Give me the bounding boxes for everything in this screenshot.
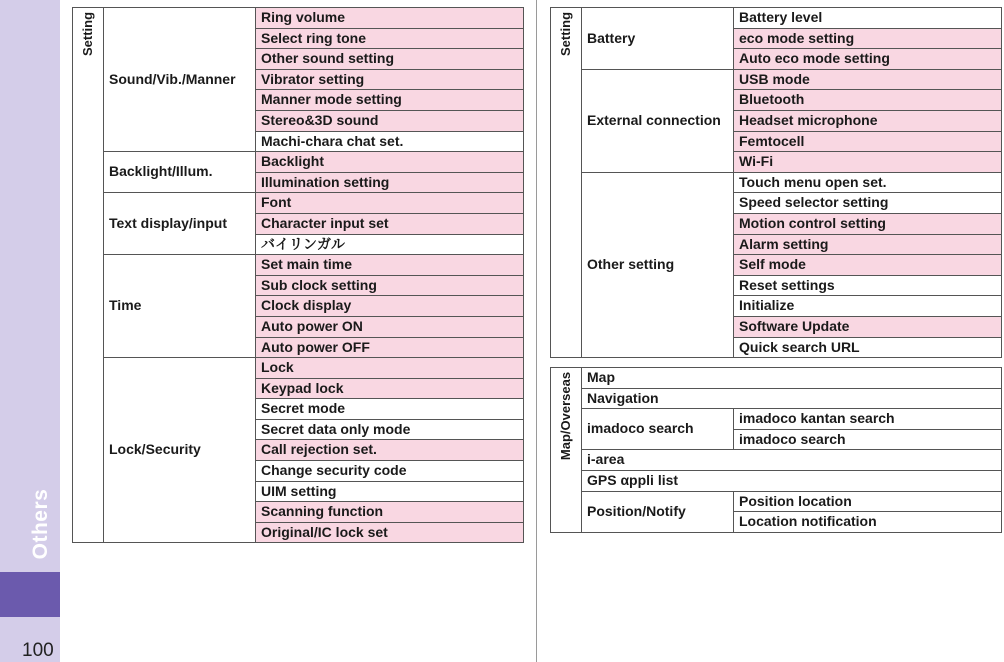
menu-item[interactable]: Set main time bbox=[256, 255, 524, 276]
menu-item[interactable]: Change security code bbox=[256, 461, 524, 482]
menu-item[interactable]: Auto power ON bbox=[256, 316, 524, 337]
menu-item[interactable]: Vibrator setting bbox=[256, 69, 524, 90]
menu-item[interactable]: Secret mode bbox=[256, 399, 524, 420]
table-row bbox=[551, 470, 1002, 491]
table-row bbox=[551, 172, 1002, 193]
side-category-cell bbox=[73, 8, 104, 543]
menu-item[interactable]: Motion control setting bbox=[734, 213, 1002, 234]
table-row bbox=[551, 388, 1002, 409]
menu-item[interactable]: Auto eco mode setting bbox=[734, 49, 1002, 70]
table-row bbox=[73, 152, 524, 173]
menu-item[interactable]: Software Update bbox=[734, 316, 1002, 337]
menu-item[interactable]: Bluetooth bbox=[734, 90, 1002, 111]
menu-item[interactable]: USB mode bbox=[734, 69, 1002, 90]
side-category-label: Setting bbox=[80, 11, 96, 57]
menu-item[interactable]: Keypad lock bbox=[256, 378, 524, 399]
group-name: External connection bbox=[582, 69, 734, 172]
menu-item[interactable]: Lock bbox=[256, 358, 524, 379]
menu-item[interactable]: Map bbox=[582, 368, 1002, 389]
menu-item[interactable]: Navigation bbox=[582, 388, 1002, 409]
table-row bbox=[73, 255, 524, 276]
menu-item[interactable]: Position location bbox=[734, 491, 1002, 512]
menu-item[interactable]: Sub clock setting bbox=[256, 275, 524, 296]
side-category-cell bbox=[551, 368, 582, 533]
menu-item[interactable]: UIM setting bbox=[256, 481, 524, 502]
group-name: Backlight/Illum. bbox=[104, 152, 256, 193]
menu-item[interactable]: Location notification bbox=[734, 512, 1002, 533]
menu-item[interactable]: Ring volume bbox=[256, 8, 524, 29]
menu-item[interactable]: imadoco kantan search bbox=[734, 409, 1002, 430]
menu-item[interactable]: Initialize bbox=[734, 296, 1002, 317]
menu-item[interactable]: Headset microphone bbox=[734, 110, 1002, 131]
menu-item[interactable]: Auto power OFF bbox=[256, 337, 524, 358]
table-row bbox=[73, 358, 524, 379]
table-row bbox=[551, 491, 1002, 512]
menu-item[interactable]: Select ring tone bbox=[256, 28, 524, 49]
menu-item[interactable]: Manner mode setting bbox=[256, 90, 524, 111]
group-name: Lock/Security bbox=[104, 358, 256, 543]
table-row bbox=[551, 368, 1002, 389]
menu-item[interactable]: imadoco search bbox=[734, 429, 1002, 450]
group-name: Sound/Vib./Manner bbox=[104, 8, 256, 152]
group-name: Time bbox=[104, 255, 256, 358]
left-settings-table bbox=[72, 7, 524, 543]
side-category-label: Setting bbox=[558, 11, 574, 57]
menu-item[interactable]: Wi-Fi bbox=[734, 152, 1002, 173]
menu-item[interactable]: Backlight bbox=[256, 152, 524, 173]
sidebar-section-label: Others bbox=[29, 488, 52, 560]
menu-item[interactable]: Alarm setting bbox=[734, 234, 1002, 255]
menu-item[interactable]: Reset settings bbox=[734, 275, 1002, 296]
group-name: Text display/input bbox=[104, 193, 256, 255]
table-row bbox=[73, 8, 524, 29]
menu-item[interactable]: Other sound setting bbox=[256, 49, 524, 70]
group-name: Position/Notify bbox=[582, 491, 734, 532]
side-category-cell bbox=[551, 8, 582, 358]
menu-item[interactable]: バイリンガル bbox=[256, 234, 524, 255]
right-settings-table bbox=[550, 7, 1002, 358]
menu-item[interactable]: Speed selector setting bbox=[734, 193, 1002, 214]
table-row bbox=[551, 450, 1002, 471]
menu-item[interactable]: Scanning function bbox=[256, 502, 524, 523]
group-name: imadoco search bbox=[582, 409, 734, 450]
sidebar bbox=[0, 0, 60, 662]
menu-item[interactable]: Secret data only mode bbox=[256, 419, 524, 440]
menu-item[interactable]: eco mode setting bbox=[734, 28, 1002, 49]
table-row bbox=[551, 69, 1002, 90]
menu-item[interactable]: Character input set bbox=[256, 213, 524, 234]
table-row bbox=[73, 193, 524, 214]
menu-item[interactable]: Stereo&3D sound bbox=[256, 110, 524, 131]
menu-item[interactable]: Clock display bbox=[256, 296, 524, 317]
menu-item[interactable]: Original/IC lock set bbox=[256, 522, 524, 543]
page-number: 100 bbox=[22, 640, 54, 661]
menu-item[interactable]: Touch menu open set. bbox=[734, 172, 1002, 193]
menu-item[interactable]: Self mode bbox=[734, 255, 1002, 276]
menu-item[interactable]: Call rejection set. bbox=[256, 440, 524, 461]
menu-item[interactable]: Machi-chara chat set. bbox=[256, 131, 524, 152]
menu-item[interactable]: Quick search URL bbox=[734, 337, 1002, 358]
group-name: Other setting bbox=[582, 172, 734, 357]
column-divider bbox=[536, 0, 537, 662]
table-row bbox=[551, 8, 1002, 29]
menu-item[interactable]: Femtocell bbox=[734, 131, 1002, 152]
menu-item[interactable]: GPS αppli list bbox=[582, 470, 1002, 491]
group-name: Battery bbox=[582, 8, 734, 70]
menu-item[interactable]: i-area bbox=[582, 450, 1002, 471]
menu-item[interactable]: Battery level bbox=[734, 8, 1002, 29]
sidebar-tab-marker bbox=[0, 572, 60, 617]
side-category-label: Map/Overseas bbox=[558, 371, 574, 461]
menu-item[interactable]: Font bbox=[256, 193, 524, 214]
map-overseas-table bbox=[550, 367, 1002, 533]
menu-item[interactable]: Illumination setting bbox=[256, 172, 524, 193]
table-row bbox=[551, 409, 1002, 430]
